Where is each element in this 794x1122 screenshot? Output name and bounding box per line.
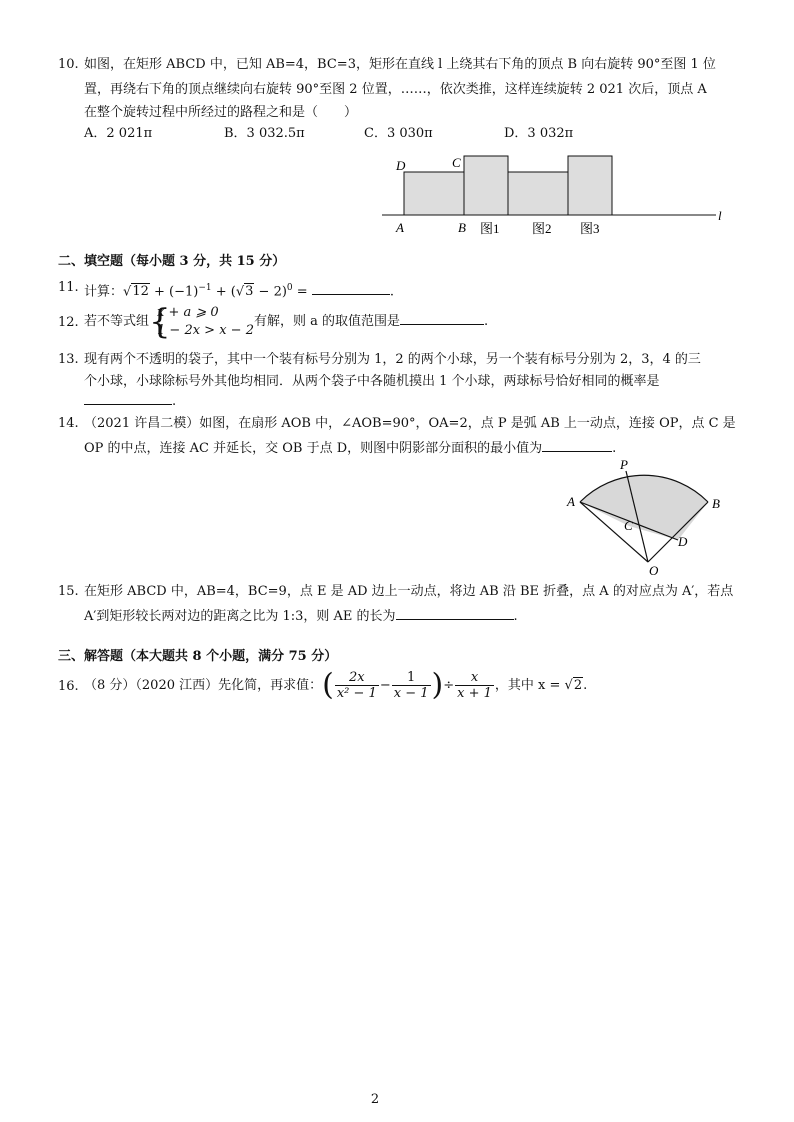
q16-f1-numerator: 2x	[335, 670, 379, 686]
q15-end: .	[513, 609, 518, 624]
q11-term4: − 2)	[254, 284, 287, 300]
label-d: D	[678, 534, 688, 549]
q10-text-line1: 如图，在矩形 ABCD 中，已知 AB=4，BC=3，矩形在直线 l 上绕其右下角的顶点 B 向右旋转 90°至图 1 位	[84, 57, 716, 72]
q12-prefix: 若不等式组	[84, 314, 150, 329]
section3-heading: 三、解答题（本大题共 8 个小题，满分 75 分）	[58, 649, 338, 664]
q10-rotation-figure	[370, 148, 740, 240]
q15-number: 15.	[58, 584, 79, 599]
label-a: A	[396, 220, 404, 235]
q11-text	[84, 278, 394, 302]
label-a: A	[567, 494, 575, 509]
q14-sector-figure	[560, 458, 730, 578]
page-number: 2	[370, 1092, 380, 1107]
q10-number: 10.	[58, 57, 79, 72]
q13-text-line1: 现有两个不透明的袋子，其中一个装有标号分别为 1，2 的两个小球，另一个装有标号分别为 2，3，4 的三	[84, 352, 701, 367]
label-p: P	[620, 458, 628, 472]
q14-text-line2	[84, 437, 616, 459]
q16-number: 16.	[58, 679, 79, 694]
q12-brace: {	[149, 301, 171, 342]
q13-number: 13.	[58, 352, 79, 367]
label-c: C	[624, 518, 633, 533]
q12-row1: x + a ⩾ 0	[157, 304, 219, 320]
label-d: D	[396, 158, 406, 173]
q16-f1-denominator: x² − 1	[336, 686, 377, 701]
q16-postfix: ，其中 x =	[494, 678, 565, 693]
q11-term3: + (	[211, 284, 236, 300]
q11-end: .	[389, 284, 394, 300]
label-b: B	[458, 220, 466, 235]
q13-answer-line	[84, 390, 176, 412]
q16-minus: −	[379, 678, 391, 693]
rect-original	[404, 172, 464, 215]
q16-sqrt-2: 2	[573, 678, 583, 693]
q14-line2-text: OP 的中点，连接 AC 并延长，交 OB 于点 D，则图中阴影部分面积的最小值为	[84, 441, 543, 456]
q16-fraction2	[392, 670, 431, 701]
label-b: B	[712, 496, 720, 511]
q14-number: 14.	[58, 416, 79, 431]
q13-text-line2: 个小球，小球除标号外其他均相同．从两个袋子中各随机摸出 1 个小球，两球标号恰好相同的概率是	[84, 374, 660, 389]
q12-end: .	[483, 314, 489, 329]
q16-f2-denominator: x − 1	[393, 686, 429, 701]
q12-answer-blank[interactable]	[400, 310, 484, 325]
q16-right-paren: )	[431, 667, 444, 703]
q11-equals: =	[292, 284, 312, 300]
q11-sqrt-sign2: √	[235, 284, 245, 300]
q11-term2: + (−1)	[149, 284, 199, 300]
q12-row2: 1 − 2x > x − 2	[157, 322, 254, 338]
q16-fraction1	[335, 670, 379, 701]
q16-end: .	[583, 678, 588, 693]
q11-sqrt-3: 3	[245, 284, 254, 300]
rect-fig2	[508, 172, 568, 215]
q16-f2-numerator: 1	[392, 670, 431, 686]
q14-text-line1: （2021 许昌二模）如图，在扇形 AOB 中，∠AOB=90°，OA=2，点 P 是弧 AB 上一动点，连接 OP，点 C 是	[84, 416, 736, 431]
q11-sqrt-12: 12	[132, 284, 149, 300]
q15-line2-text: A′到矩形较长两对边的距离之比为 1:3，则 AE 的长为	[84, 609, 396, 624]
q16-divide: ÷	[443, 678, 455, 693]
shaded-region	[580, 475, 708, 540]
q14-answer-blank[interactable]	[542, 437, 612, 452]
label-l: l	[718, 208, 722, 223]
q10-text-line2: 置，再绕右下角的顶点继续向右旋转 90°至图 2 位置，……，依次类推，这样连续旋转 2 021 次后，顶点 A	[84, 82, 707, 97]
q13-end: .	[172, 394, 177, 409]
q10-option-d: D．3 032π	[504, 126, 574, 141]
q15-text-line1: 在矩形 ABCD 中，AB=4，BC=9，点 E 是 AD 边上一动点，将边 AB 沿 BE 折叠，点 A 的对应点为 A′，若点	[84, 584, 734, 599]
rect-fig1	[464, 156, 508, 215]
q12-inequality-system	[149, 301, 254, 342]
section2-heading: 二、填空题（每小题 3 分，共 15 分）	[58, 254, 286, 269]
q15-answer-blank[interactable]	[396, 605, 514, 620]
q16-left-paren: (	[322, 667, 334, 703]
q11-prompt: 计算：	[84, 284, 124, 300]
q11-exp-zero: 0	[286, 283, 293, 293]
q16-fraction3	[455, 670, 494, 701]
label-fig3: 图3	[580, 221, 600, 236]
q16-prefix: （8 分）（2020 江西）先化简，再求值：	[84, 678, 323, 693]
q13-answer-blank[interactable]	[84, 390, 172, 405]
q16-sqrt-sign: √	[564, 678, 573, 693]
q14-end: .	[612, 441, 617, 456]
q11-number: 11.	[58, 280, 79, 295]
q16-text	[84, 665, 587, 707]
q12-text	[84, 303, 488, 341]
label-fig2: 图2	[532, 221, 552, 236]
label-c: C	[452, 155, 461, 170]
q12-number: 12.	[58, 315, 79, 330]
q11-exp-neg1: −1	[198, 283, 212, 293]
q16-f3-denominator: x + 1	[457, 686, 492, 701]
q15-text-line2	[84, 605, 518, 627]
q11-sqrt-sign: √	[123, 284, 132, 300]
q11-answer-blank[interactable]	[312, 280, 390, 295]
q10-option-b: B．3 032.5π	[224, 126, 305, 141]
q10-option-c: C．3 030π	[364, 126, 433, 141]
q10-text-line3: 在整个旋转过程中所经过的路程之和是（ ）	[84, 105, 358, 120]
q12-postfix: 有解，则 a 的取值范围是	[253, 314, 400, 329]
q16-f3-numerator: x	[455, 670, 494, 686]
q10-option-a: A．2 021π	[84, 126, 153, 141]
label-o: O	[649, 563, 659, 578]
label-fig1: 图1	[480, 221, 500, 236]
rect-fig3	[568, 156, 612, 215]
